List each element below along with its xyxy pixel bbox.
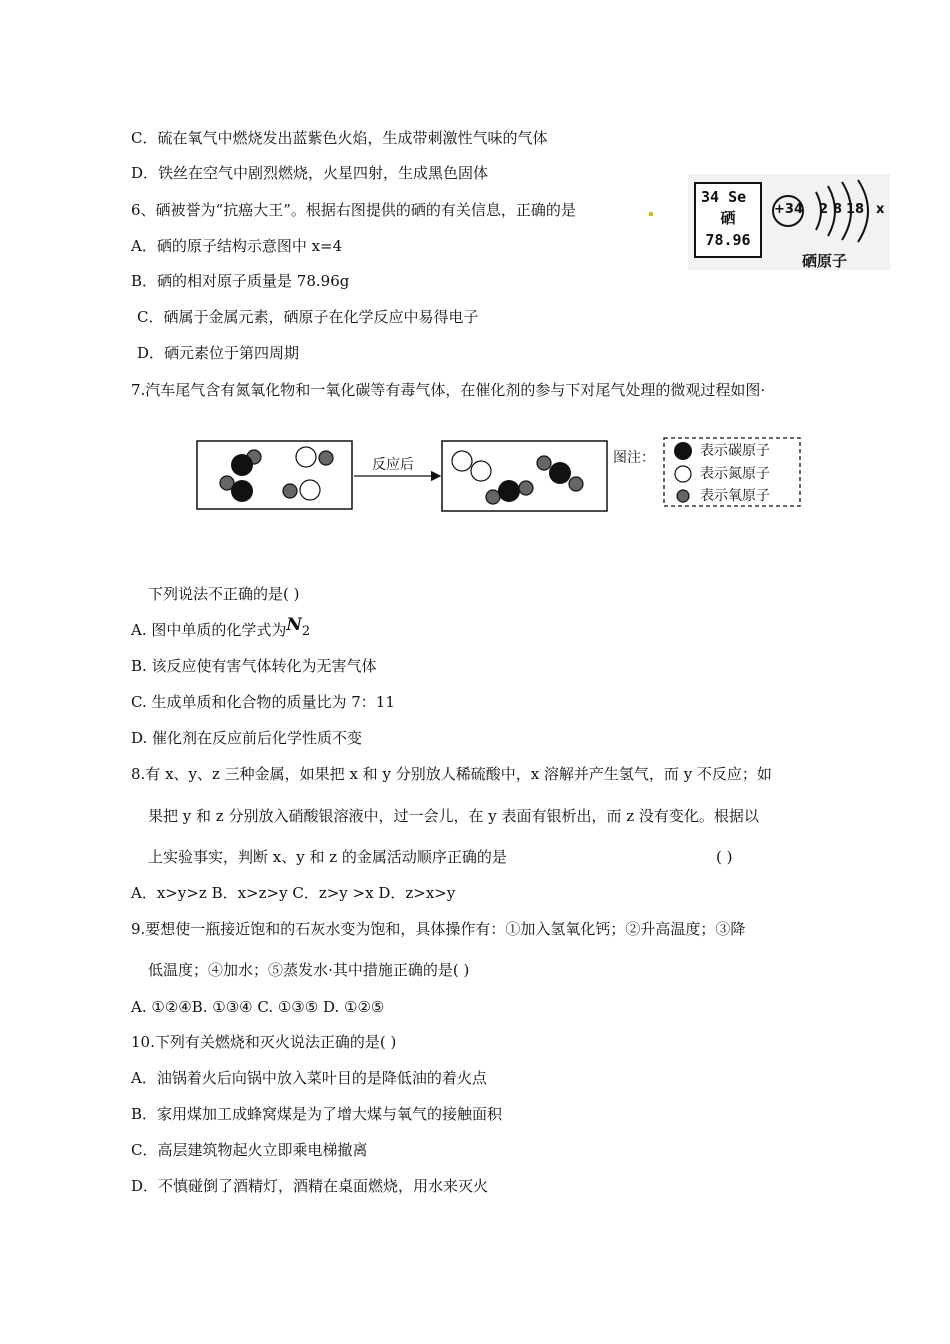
q9-step-5: 蒸发水·其中措施正确的是( ) bbox=[283, 961, 470, 979]
nitrogen-atom bbox=[300, 480, 320, 500]
element-symbol: Se bbox=[728, 188, 747, 206]
circled-1: ① bbox=[505, 920, 521, 938]
oxygen-atom bbox=[519, 481, 533, 495]
q6-option-c: C．硒属于金属元素，硒原子在化学反应中易得电子 bbox=[137, 308, 479, 326]
circled-3: ③ bbox=[715, 920, 731, 938]
q7-stem: 7.汽车尾气含有氮氧化物和一氧化碳等有毒气体，在催化剂的参与下对尾气处理的微观过程如图· bbox=[131, 381, 766, 399]
atomic-number: 34 bbox=[701, 188, 720, 206]
yellow-dot bbox=[649, 212, 653, 216]
legend-title: 图注： bbox=[613, 450, 655, 466]
shell-electrons-1: 2 bbox=[819, 202, 829, 217]
q5-option-d: D．铁丝在空气中剧烈燃烧，火星四射，生成黑色固体 bbox=[131, 164, 489, 182]
shell-electrons-2: 8 bbox=[833, 202, 843, 217]
legend-oxygen-label: 表示氧原子 bbox=[700, 488, 770, 504]
q9-options: A. ①②④B. ①③④ C. ①③⑤ D. ①②⑤ bbox=[131, 998, 385, 1016]
q8-line-1: 8.有 x、y、z 三种金属，如果把 x 和 y 分别放人稀硫酸中，x 溶解并产生氢气，而 y 不反应；如 bbox=[131, 765, 772, 783]
q6-stem: 6、硒被誉为“抗癌大王”。根据右图提供的硒的有关信息，正确的是 bbox=[131, 201, 576, 219]
q6-option-a: A．硒的原子结构示意图中 x=4 bbox=[131, 237, 343, 255]
q8-answer-paren: ( ) bbox=[716, 848, 733, 866]
oxygen-atom bbox=[319, 451, 333, 465]
legend-carbon-label: 表示碳原子 bbox=[700, 443, 770, 459]
nitrogen-atom bbox=[452, 451, 472, 471]
q10-option-a: A．油锅着火后向锅中放入菜叶目的是降低油的着火点 bbox=[131, 1069, 487, 1087]
legend-nitrogen-label: 表示氮原子 bbox=[700, 466, 770, 482]
selenium-figure bbox=[688, 174, 890, 270]
q10-option-c: C．高层建筑物起火立即乘电梯撤离 bbox=[131, 1141, 368, 1159]
circled-2: ② bbox=[625, 920, 641, 938]
circled-4: ④ bbox=[208, 961, 224, 979]
shell-electrons-3: 18 bbox=[846, 202, 865, 217]
arrow-label: 反应后 bbox=[372, 457, 414, 473]
q7-option-b: B. 该反应使有害气体转化为无害气体 bbox=[131, 657, 377, 675]
q7-option-d: D. 催化剂在反应前后化学性质不变 bbox=[131, 729, 363, 747]
q9-step-2: 升高温度； bbox=[640, 920, 716, 938]
q8-line-3: 上实验事实，判断 x、y 和 z 的金属活动顺序正确的是 bbox=[148, 848, 507, 866]
q10-stem: 10.下列有关燃烧和灭火说法正确的是( ) bbox=[131, 1033, 397, 1051]
q9-step-4: 加水； bbox=[223, 961, 269, 979]
shell-electrons-4: x bbox=[876, 202, 885, 217]
q9-step-3b: 低温度； bbox=[148, 961, 209, 979]
q7-option-c: C. 生成单质和化合物的质量比为 7：11 bbox=[131, 693, 395, 711]
carbon-atom bbox=[549, 462, 571, 484]
carbon-atom bbox=[231, 454, 253, 476]
q10-option-d: D．不慎碰倒了酒精灯，酒精在桌面燃烧，用水来灭火 bbox=[131, 1177, 489, 1195]
q6-option-b: B．硒的相对原子质量是 78.96g bbox=[131, 272, 350, 290]
nitrogen-atom bbox=[471, 461, 491, 481]
q9-line-1 bbox=[131, 919, 745, 939]
q10-option-b: B．家用煤加工成蜂窝煤是为了增大煤与氧气的接触面积 bbox=[131, 1105, 503, 1123]
q7-substem: 下列说法不正确的是( ) bbox=[148, 585, 300, 603]
q8-options: A．x>y>z B．x>z>y C．z>y >x D．z>x>y bbox=[131, 884, 456, 902]
legend-nitrogen-atom bbox=[675, 466, 691, 482]
legend-carbon-atom bbox=[674, 442, 692, 460]
q8-line-2: 果把 y 和 z 分别放入硝酸银溶液中，过一会儿，在 y 表面有银析出，而 z 没有变化。根据以 bbox=[148, 807, 759, 825]
q6-option-d: D．硒元素位于第四周期 bbox=[137, 344, 300, 362]
element-name: 硒 bbox=[720, 209, 736, 227]
carbon-atom bbox=[231, 480, 253, 502]
atomic-mass: 78.96 bbox=[705, 231, 751, 249]
q5-option-c: C．硫在氧气中燃烧发出蓝紫色火焰，生成带刺激性气味的气体 bbox=[131, 129, 548, 147]
carbon-atom bbox=[498, 480, 520, 502]
oxygen-atom bbox=[283, 484, 297, 498]
oxygen-atom bbox=[569, 477, 583, 491]
circled-5: ⑤ bbox=[268, 961, 284, 979]
after-box bbox=[442, 441, 607, 511]
q7-option-a-text: A. 图中单质的化学式为 bbox=[131, 621, 287, 639]
formula-subscript: 2 bbox=[301, 624, 311, 639]
atom-caption: 硒原子 bbox=[802, 252, 848, 270]
nucleus-charge: +34 bbox=[774, 202, 803, 217]
q9-step-1: 加入氢氧化钙； bbox=[520, 920, 626, 938]
element-card bbox=[694, 182, 762, 258]
q9-line-2 bbox=[148, 960, 469, 980]
legend-oxygen-atom bbox=[677, 490, 689, 502]
nitrogen-atom bbox=[296, 447, 316, 467]
q7-option-a bbox=[131, 615, 311, 642]
oxygen-atom bbox=[486, 490, 500, 504]
formula-n: N bbox=[286, 615, 302, 635]
q9-step-3a: 降 bbox=[730, 920, 746, 938]
q9-line-1-text: 9.要想使一瓶接近饱和的石灰水变为饱和，具体操作有： bbox=[131, 920, 506, 938]
oxygen-atom bbox=[537, 456, 551, 470]
